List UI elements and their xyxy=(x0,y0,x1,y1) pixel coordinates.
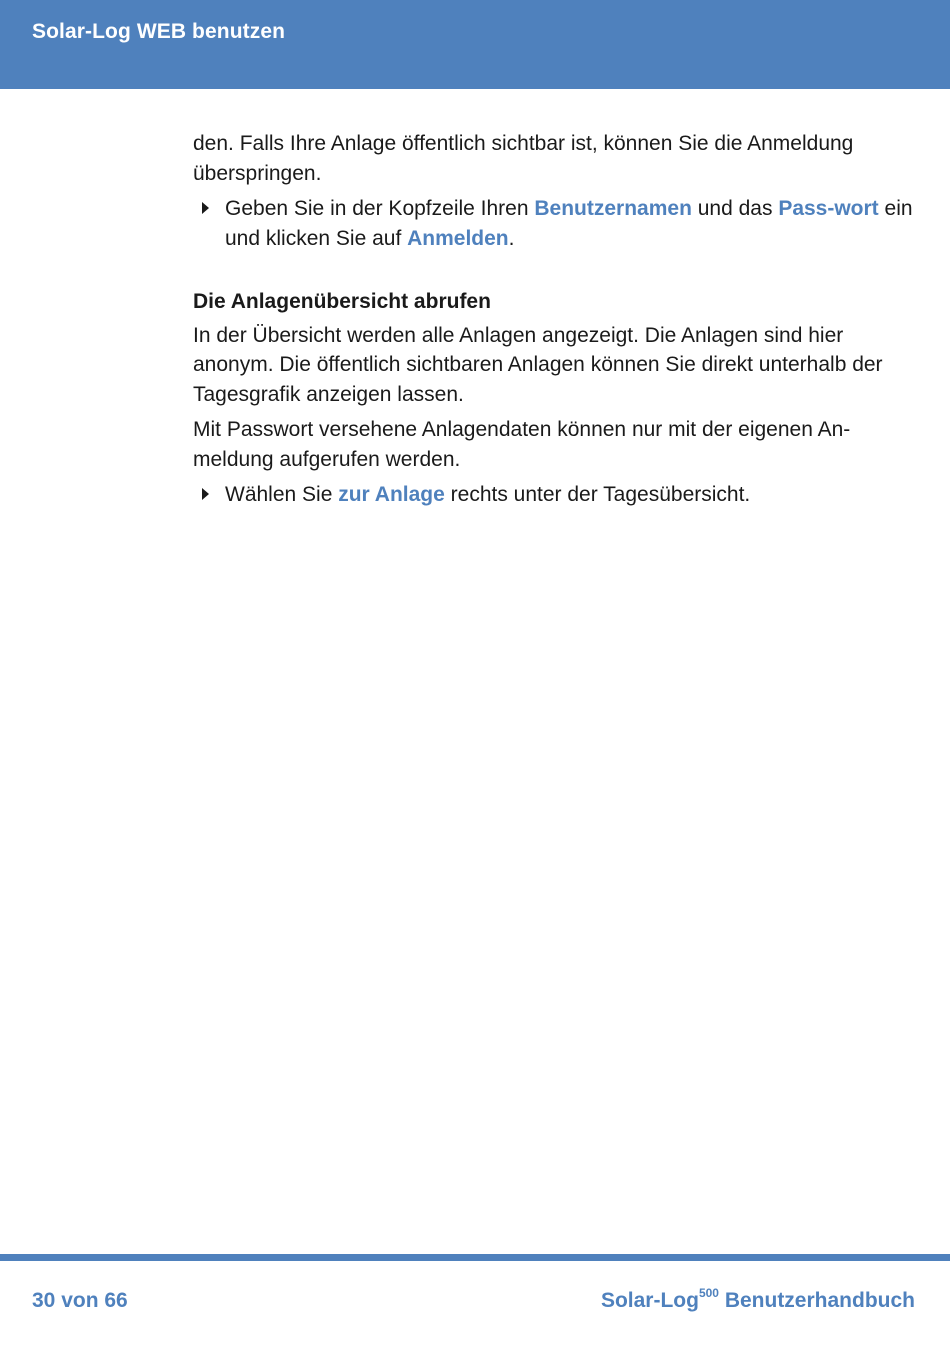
product-superscript: 500 xyxy=(698,1286,719,1300)
body-paragraph-password: Mit Passwort versehene Anlagendaten können nur mit der eigenen An-meldung aufgerufen werden. xyxy=(193,418,851,471)
triangle-right-icon xyxy=(202,202,209,214)
bullet-text: rechts unter der Tagesübersicht. xyxy=(444,483,751,506)
footer-divider xyxy=(0,1254,950,1261)
bullet-text: und das xyxy=(691,197,779,220)
triangle-right-icon xyxy=(202,488,209,500)
intro-paragraph: den. Falls Ihre Anlage öffentlich sichtbar ist, können Sie die Anmeldung überspringen. xyxy=(193,132,854,185)
header-title: Solar-Log WEB benutzen xyxy=(32,20,286,43)
page-number: 30 von 66 xyxy=(32,1289,128,1312)
product-name: Solar-Log xyxy=(600,1289,699,1312)
header-bar xyxy=(0,0,950,89)
highlight-login: Anmelden xyxy=(407,226,509,250)
manual-label: Benutzerhandbuch xyxy=(718,1289,915,1312)
highlight-password: Pass-wort xyxy=(778,197,879,220)
bullet-text: Geben Sie in der Kopfzeile Ihren xyxy=(225,197,535,220)
instruction-bullet-login xyxy=(193,194,913,253)
section-heading: Die Anlagenübersicht abrufen xyxy=(193,290,491,313)
manual-title xyxy=(600,1286,915,1313)
bullet-text: ein und klicken Sie auf xyxy=(225,197,913,250)
bullet-text: . xyxy=(508,226,515,250)
highlight-zur-anlage: zur Anlage xyxy=(338,483,445,506)
bullet-text: Wählen Sie xyxy=(225,483,339,506)
main-content xyxy=(193,129,913,516)
instruction-bullet-plant xyxy=(193,480,913,510)
body-paragraph-overview: In der Übersicht werden alle Anlagen angezeigt. Die Anlagen sind hier anonym. Die öffentlich sichtbaren Anlagen können Sie direkt unterhalb der Tagesgrafik anzeigen lassen. xyxy=(193,323,883,406)
highlight-username: Benutzernamen xyxy=(534,197,692,220)
